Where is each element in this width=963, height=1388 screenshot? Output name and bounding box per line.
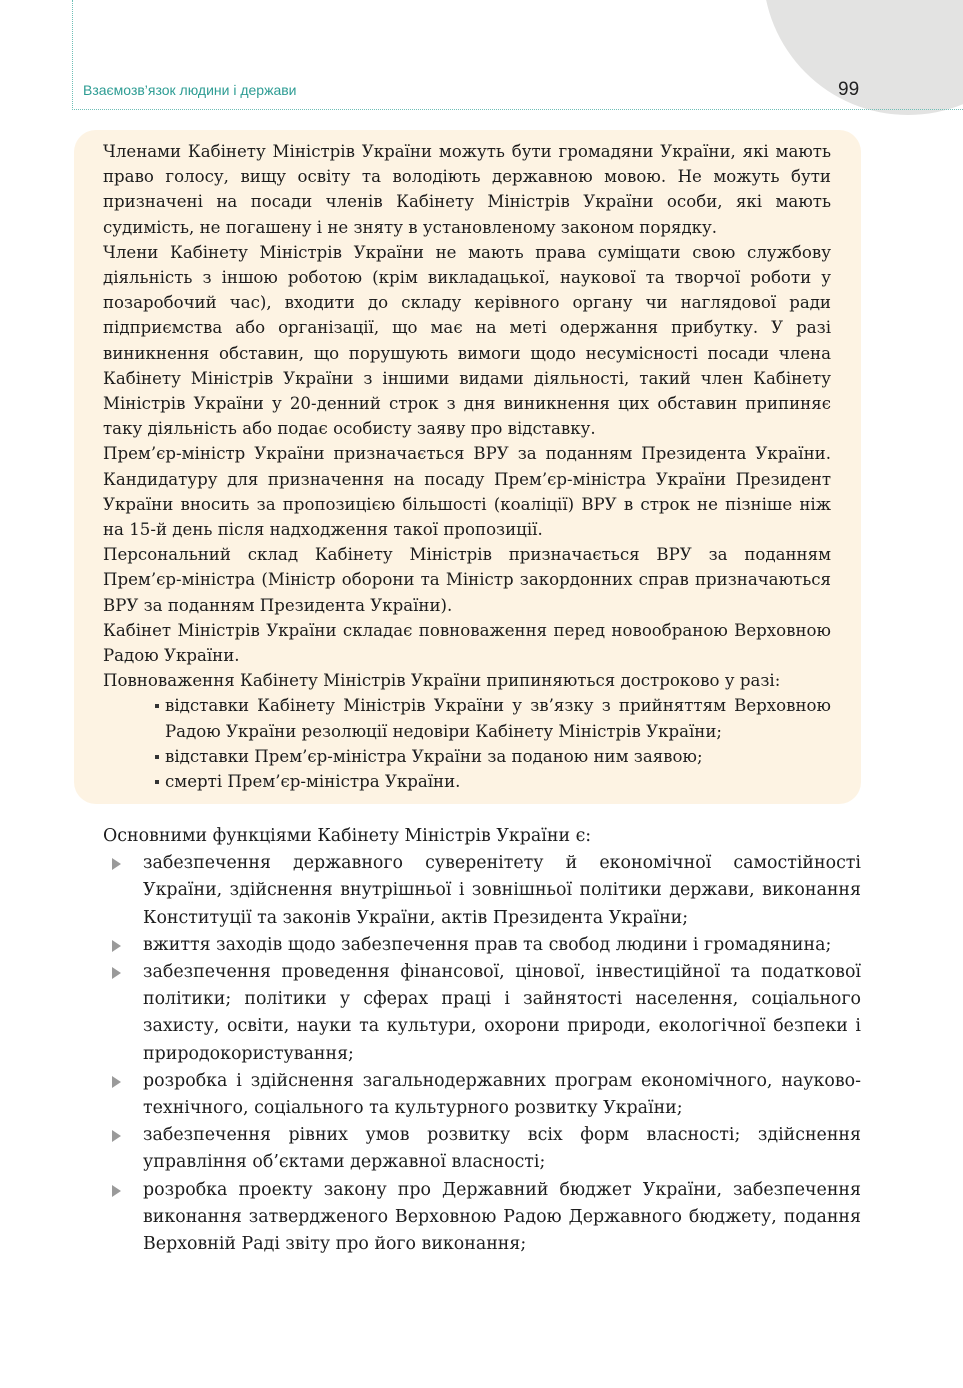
- list-item: [103, 1122, 861, 1176]
- list-item: [103, 1068, 861, 1122]
- function-text: забезпечення державного суверенітету й економічної самостійності України, здійснення внутрішньої і зовнішньої політики держави, виконання Конституції та законів України, актів Президента України;: [143, 853, 861, 928]
- box-paragraph: Члени Кабінету Міністрів України не мають права суміщати свою службову діяльність з іншою роботою (крім викладацької, наукової та творчої роботи у позаробочий час), входити до складу керівного органу чи наглядової ради підприємства або організації, що має на меті одержання прибутку. У разі виникнення обставин, що порушують вимоги щодо несумісності посади члена Кабінету Міністрів України з іншими видами діяльності, такий член Кабінету Міністрів України у 20-денний строк з дня виникнення цих обставин припиняє таку діяльність або подає особисту заяву про відставку.: [103, 242, 831, 439]
- box-paragraph: Повноваження Кабінету Міністрів України припиняються достроково у разі:: [103, 671, 781, 691]
- list-item: [103, 959, 861, 1068]
- triangle-bullet-icon: [112, 967, 121, 979]
- function-text: забезпечення рівних умов розвитку всіх форм власності; здійснення управління об’єктами державної власності;: [143, 1125, 861, 1173]
- info-box-text: [103, 139, 831, 794]
- list-item-text: відставки Кабінету Міністрів України у зв’язку з прийняттям Верховною Радою України резолюції недовіри Кабінету Міністрів України;: [165, 696, 831, 741]
- list-item: [103, 850, 861, 932]
- square-bullet-icon: [155, 704, 159, 708]
- margin-guide-vertical: [72, 0, 73, 108]
- triangle-bullet-icon: [112, 940, 121, 952]
- square-bullet-icon: [155, 780, 159, 784]
- list-item: [103, 932, 861, 959]
- header-divider: [72, 109, 963, 110]
- box-paragraph: Персональний склад Кабінету Міністрів призначається ВРУ за поданням Прем’єр-міністра (Міністр оборони та Міністр закордонних справ призначаються ВРУ за поданням Президента України).: [103, 545, 831, 615]
- list-item: [103, 1177, 861, 1259]
- functions-list: [103, 850, 861, 1258]
- square-bullet-icon: [155, 755, 159, 759]
- list-item-text: смерті Прем’єр-міністра України.: [165, 772, 461, 792]
- list-item: [103, 693, 831, 743]
- list-item: [103, 744, 831, 769]
- termination-list: [103, 693, 831, 794]
- triangle-bullet-icon: [112, 1185, 121, 1197]
- box-paragraph: Членами Кабінету Міністрів України можуть бути громадяни України, які мають право голосу, вищу освіту та володіють державною мовою. Не можуть бути призначені на посади членів Кабінету Міністрів України особи, які мають судимість, не погашену і не зняту в установленому законом порядку.: [103, 142, 831, 237]
- box-paragraph: Прем’єр-міністр України призначається ВРУ за поданням Президента України. Кандидатуру для призначення на посаду Прем’єр-міністра України Президент України вносить за пропозицією більшості (коаліції) ВРУ в строк не пізніше ніж на 15-й день після надходження такої пропозиції.: [103, 444, 831, 540]
- page-number: 99: [838, 79, 860, 100]
- function-text: розробка проекту закону про Державний бюджет України, забезпечення виконання затвердженого Верховною Радою Державного бюджету, подання Верховній Раді звіту про його виконання;: [143, 1179, 861, 1255]
- corner-decoration: [763, 0, 963, 115]
- triangle-bullet-icon: [112, 858, 121, 870]
- main-text: [103, 823, 861, 1258]
- function-text: вжиття заходів щодо забезпечення прав та свобод людини і громадянина;: [143, 934, 832, 955]
- list-item: [103, 769, 831, 794]
- function-text: забезпечення проведення фінансової, цінової, інвестиційної та податкової політики; політики у сферах праці і зайнятості населення, соціального захисту, освіти, науки та культури, охорони природи, екологічної безпеки і природокористування;: [143, 962, 861, 1064]
- box-paragraph: Кабінет Міністрів України складає повноваження перед новообраною Верховною Радою України.: [103, 620, 831, 666]
- list-item-text: відставки Прем’єр-міністра України за поданою ним заявою;: [165, 746, 703, 766]
- triangle-bullet-icon: [112, 1076, 121, 1088]
- function-text: розробка і здійснення загальнодержавних програм економічного, науково-технічного, соціального та культурного розвитку України;: [143, 1070, 861, 1119]
- functions-intro: Основними функціями Кабінету Міністрів України є:: [103, 826, 592, 846]
- triangle-bullet-icon: [112, 1130, 121, 1142]
- section-title: Взаємозв’язок людини і держави: [83, 82, 297, 98]
